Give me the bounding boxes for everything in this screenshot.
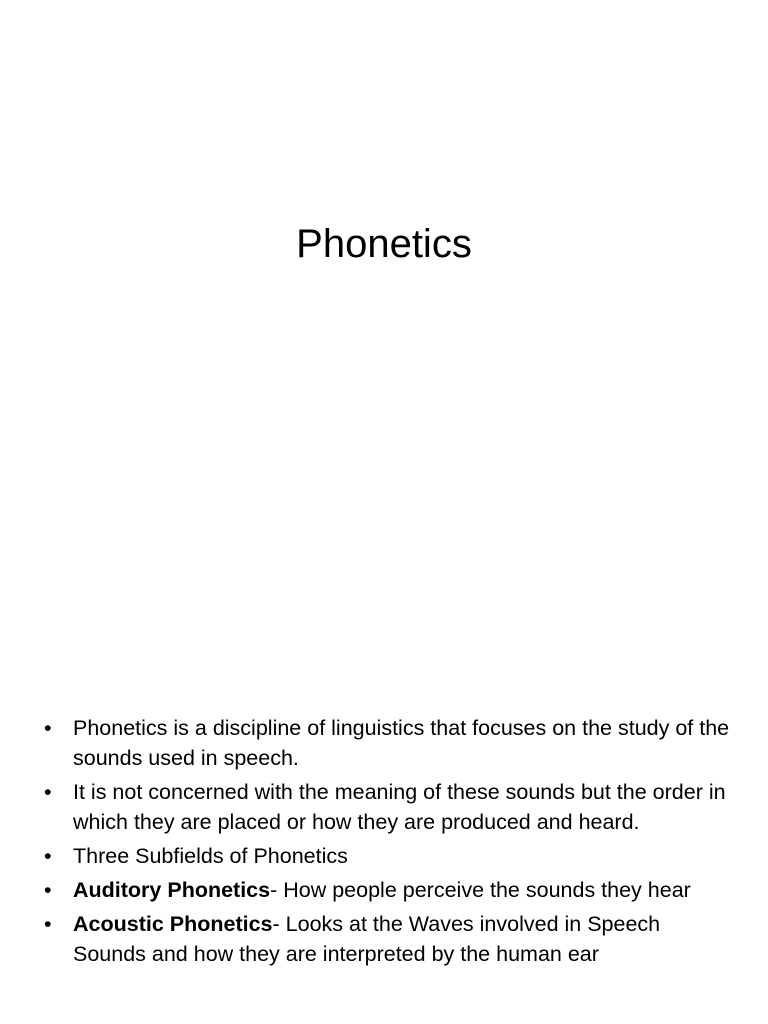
bullet-dot-icon: • xyxy=(44,780,52,804)
bullet-dot-icon: • xyxy=(44,912,52,936)
bullet-list xyxy=(42,713,732,973)
slide-title: Phonetics xyxy=(296,222,472,266)
bullet-dot-icon: • xyxy=(44,716,52,740)
bullet-dot-icon: • xyxy=(44,878,52,902)
bullet-term: Auditory Phonetics xyxy=(73,878,271,902)
bullet-item xyxy=(42,713,732,773)
bullet-text: - Looks at the Waves involved in Speech Sounds and how they are interpreted by the human ear xyxy=(73,912,661,966)
bullet-item xyxy=(42,875,732,905)
bullet-text: - How people perceive the sounds they hear xyxy=(270,878,691,902)
bullet-text: Phonetics is a discipline of linguistics that focuses on the study of the sounds used in speech. xyxy=(73,716,730,770)
bullet-text: Three Subfields of Phonetics xyxy=(73,844,348,868)
bullet-text: It is not concerned with the meaning of these sounds but the order in which they are placed or how they are produced and heard. xyxy=(73,780,726,834)
bullet-item xyxy=(42,841,732,871)
bullet-item xyxy=(42,909,732,969)
bullet-item xyxy=(42,777,732,837)
bullet-dot-icon: • xyxy=(44,844,52,868)
bullet-term: Acoustic Phonetics xyxy=(73,912,273,936)
